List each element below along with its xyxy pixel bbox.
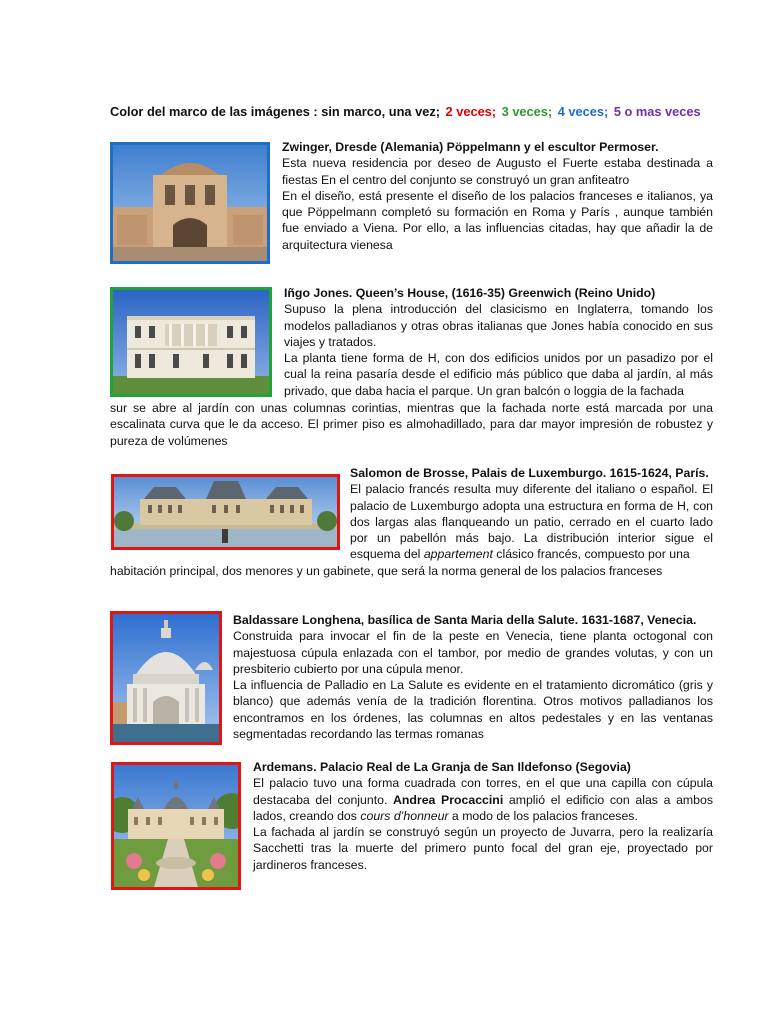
la-granja-paragraph-1-end: a modo de los palacios franceses.: [448, 808, 638, 823]
luxembourg-paragraph-1-text: El palacio francés resulta muy diferente del italiano o español. El palacio de Luxemburgo adopta una estructura en forma de H, con dos largas alas flanqueando un patio, cerrado en el cuarto lado por un pabellón más bajo. La distribución interior sigue el esquema del: [350, 482, 713, 562]
queens-house-image: [113, 290, 269, 394]
la-granja-paragraph-1-mid: amplió el edificio con alas a ambos lados, creando dos: [253, 792, 713, 823]
luxembourg-paragraph-1-end: clásico francés, compuesto por una: [492, 547, 690, 562]
la-granja-text: [253, 759, 713, 873]
luxembourg-paragraph-1: [350, 481, 713, 562]
queens-house-title: Iñgo Jones. Queen’s House, (1616-35) Greenwich (Reino Unido): [284, 286, 656, 300]
queens-house-paragraph-3: sur se abre al jardín con unas columnas corintias, mientras que la fachada norte está marcada por una escalinata curva que le da acceso. El primer piso es almohadillado, para dar mayor impresión de robustez y pureza de volúmenes: [110, 401, 713, 448]
zwinger-image-frame: [110, 142, 270, 264]
zwinger-text: [282, 139, 713, 253]
la-granja-image-frame: [111, 762, 241, 890]
la-granja-paragraph-2: La fachada al jardín se construyó según un proyecto de Juvarra, pero la realizaría Sacchetti tras la muerte del primero punto focal del gran eje, proyectado por jardineros franceses.: [253, 825, 713, 872]
la-granja-paragraph-1: [253, 775, 713, 824]
salute-title: Baldassare Longhena, basílica de Santa Maria della Salute. 1631-1687, Venecia.: [233, 613, 697, 627]
cours-dhonneur-term: cours d’honneur: [360, 808, 449, 823]
legend-4-veces: 4 veces;: [557, 104, 609, 119]
la-granja-title: Ardemans. Palacio Real de La Granja de San Ildefonso (Segovia): [253, 760, 631, 774]
legend-intro: Color del marco de las imágenes : sin marco, una vez;: [110, 104, 444, 119]
andrea-procaccini-name: Andrea Procaccini: [393, 792, 504, 807]
salute-image: [113, 614, 219, 742]
salute-paragraph-1: Construida para invocar el fin de la peste en Venecia, tiene planta octogonal con majestuosa cúpula enlazada con el tambor, por medio de grandes volutas, y con un presbiterio cubierto por una cúpula menor.: [233, 629, 713, 676]
appartement-term: appartement: [423, 547, 493, 562]
luxembourg-image-frame: [111, 474, 340, 550]
frame-color-legend: [110, 104, 730, 119]
salute-paragraph-2: La influencia de Palladio en La Salute es evidente en el tratamiento dicromático (gris y blanco) que además venía de la tradición florentina. Otros motivos palladianos los encontramos en los órdenes, las columnas en altos pedestales y en las ventanas segmentadas recordando las termas romanas: [233, 678, 713, 742]
luxembourg-text-continued: [110, 563, 730, 579]
la-granja-paragraph-1-text: El palacio tuvo una forma cuadrada con torres, en el que una capilla con cúpula destacaba del conjunto.: [253, 776, 713, 807]
queens-house-image-frame: [110, 287, 272, 397]
legend-2-veces: 2 veces;: [445, 104, 497, 119]
la-granja-image: [114, 765, 238, 887]
zwinger-title: Zwinger, Dresde (Alemania) Pöppelmann y el escultor Permoser.: [282, 140, 659, 154]
legend-5-o-mas-veces: 5 o mas veces: [613, 104, 701, 119]
salute-text: [233, 612, 713, 742]
queens-house-text: [284, 285, 713, 399]
luxembourg-title: Salomon de Brosse, Palais de Luxemburgo. 1615-1624, París.: [350, 466, 709, 480]
queens-house-paragraph-1: Supuso la plena introducción del clasicismo en Inglaterra, tomando los modelos palladianos y otras obras italianas que Jones había conocido en sus viajes y tratados.: [284, 302, 713, 349]
luxembourg-image: [114, 477, 337, 547]
legend-3-veces: 3 veces;: [501, 104, 553, 119]
zwinger-paragraph-2: En el diseño, está presente el diseño de los palacios franceses e italianos, ya que Pöppelmann completó su formación en Roma y París , aunque también fue enviado a Viena. Por ello, a las influencias citadas, hay que añadir la de arquitectura vienesa: [282, 188, 713, 252]
luxembourg-text: [350, 465, 713, 563]
salute-image-frame: [110, 611, 222, 745]
luxembourg-paragraph-2: habitación principal, dos menores y un gabinete, que será la norma general de los palacios franceses: [110, 564, 663, 578]
zwinger-image: [113, 145, 267, 261]
zwinger-paragraph-1: Esta nueva residencia por deseo de Augusto el Fuerte estaba destinada a fiestas En el centro del conjunto se construyó un gran anfiteatro: [282, 156, 713, 187]
queens-house-paragraph-2: La planta tiene forma de H, con dos edificios unidos por un pasadizo por el cual la reina pasaría desde el edificio más público que daba al jardín, al más privado, que daba hacia el parque. Un gran balcón o loggia de la fachada: [284, 351, 713, 398]
queens-house-text-continued: [110, 400, 713, 449]
